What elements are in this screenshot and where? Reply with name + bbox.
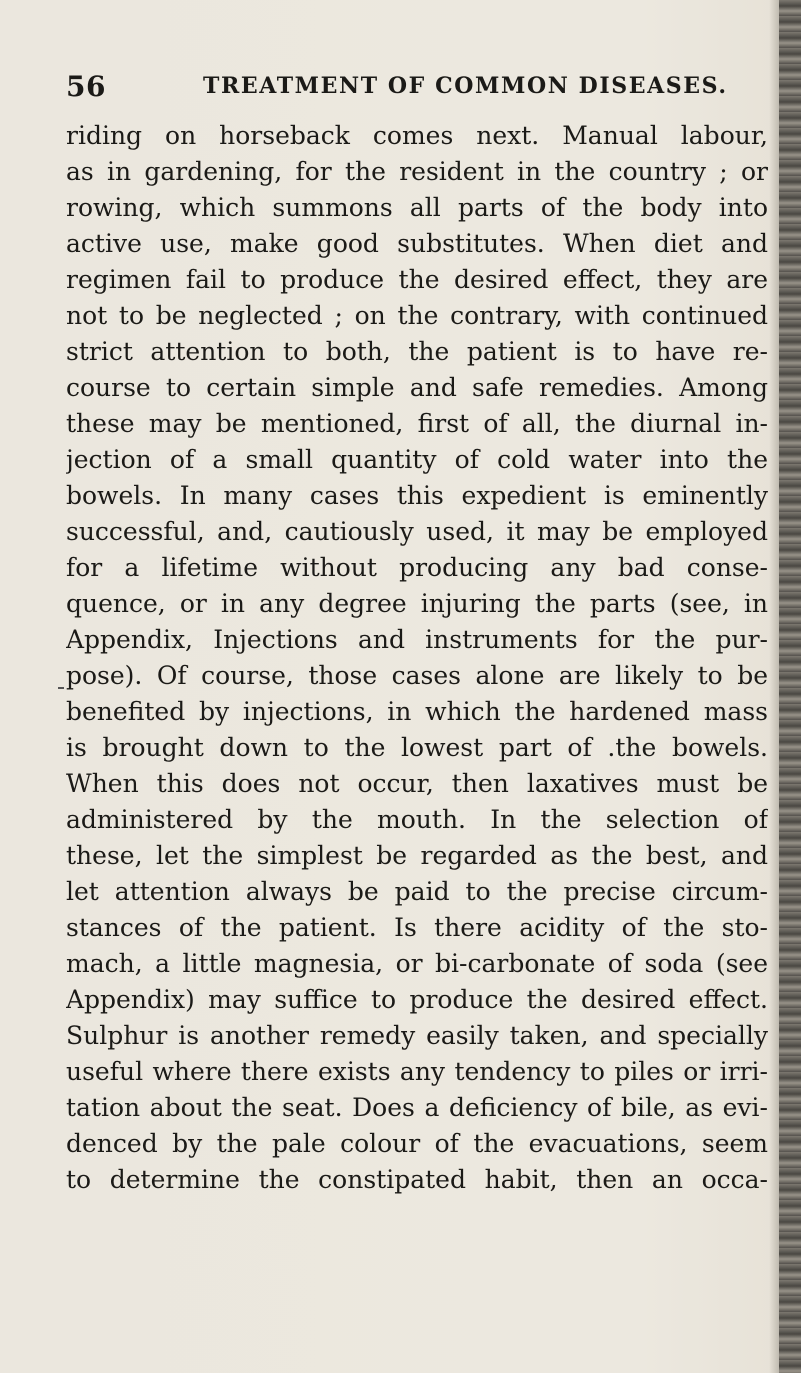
text-line: stances of the patient. Is there acidity of the sto- xyxy=(66,913,768,942)
text-line: mach, a little magnesia, or bi-carbonate of soda (see xyxy=(66,949,768,978)
text-line: benefited by injections, in which the hardened mass xyxy=(66,697,768,726)
text-line: for a lifetime without producing any bad conse- xyxy=(66,553,768,582)
text-line: successful, and, cautiously used, it may be employed xyxy=(66,517,768,546)
text-line: strict attention to both, the patient is to have re- xyxy=(66,337,768,366)
margin-mark xyxy=(58,687,64,689)
text-line: Appendix) may suffice to produce the desired effect. xyxy=(66,985,768,1014)
text-line: course to certain simple and safe remedies. Among xyxy=(66,373,768,402)
text-line: these may be mentioned, first of all, the diurnal in- xyxy=(66,409,768,438)
text-line: these, let the simplest be regarded as the best, and xyxy=(66,841,768,870)
text-line: quence, or in any degree injuring the parts (see, in xyxy=(66,589,768,618)
page-number: 56 xyxy=(66,70,106,103)
text-line: rowing, which summons all parts of the body into xyxy=(66,193,768,222)
running-head: TREATMENT OF COMMON DISEASES. xyxy=(203,73,728,99)
text-line: Sulphur is another remedy easily taken, and specially xyxy=(66,1021,768,1050)
text-line: administered by the mouth. In the selection of xyxy=(66,805,768,834)
text-line: to determine the constipated habit, then an occa- xyxy=(66,1165,768,1194)
text-line: regimen fail to produce the desired effect, they are xyxy=(66,265,768,294)
text-line: as in gardening, for the resident in the country ; or xyxy=(66,157,768,186)
text-line: active use, make good substitutes. When diet and xyxy=(66,229,768,258)
page-edge-shadow xyxy=(769,0,779,1373)
page-header xyxy=(66,70,766,110)
text-line: bowels. In many cases this expedient is eminently xyxy=(66,481,768,510)
text-line: is brought down to the lowest part of .the bowels. xyxy=(66,733,768,762)
text-line: When this does not occur, then laxatives must be xyxy=(66,769,768,798)
text-line: Appendix, Injections and instruments for the pur- xyxy=(66,625,768,654)
text-line: let attention always be paid to the precise circum- xyxy=(66,877,768,906)
text-line: denced by the pale colour of the evacuations, seem xyxy=(66,1129,768,1158)
page-binding-edge xyxy=(779,0,801,1373)
text-line: tation about the seat. Does a deficiency of bile, as evi- xyxy=(66,1093,768,1122)
text-line: not to be neglected ; on the contrary, with continued xyxy=(66,301,768,330)
text-line: pose). Of course, those cases alone are likely to be xyxy=(66,661,768,690)
text-line: jection of a small quantity of cold water into the xyxy=(66,445,768,474)
body-text xyxy=(66,118,768,1198)
text-line: riding on horseback comes next. Manual labour, xyxy=(66,121,768,150)
text-line: useful where there exists any tendency to piles or irri- xyxy=(66,1057,768,1086)
